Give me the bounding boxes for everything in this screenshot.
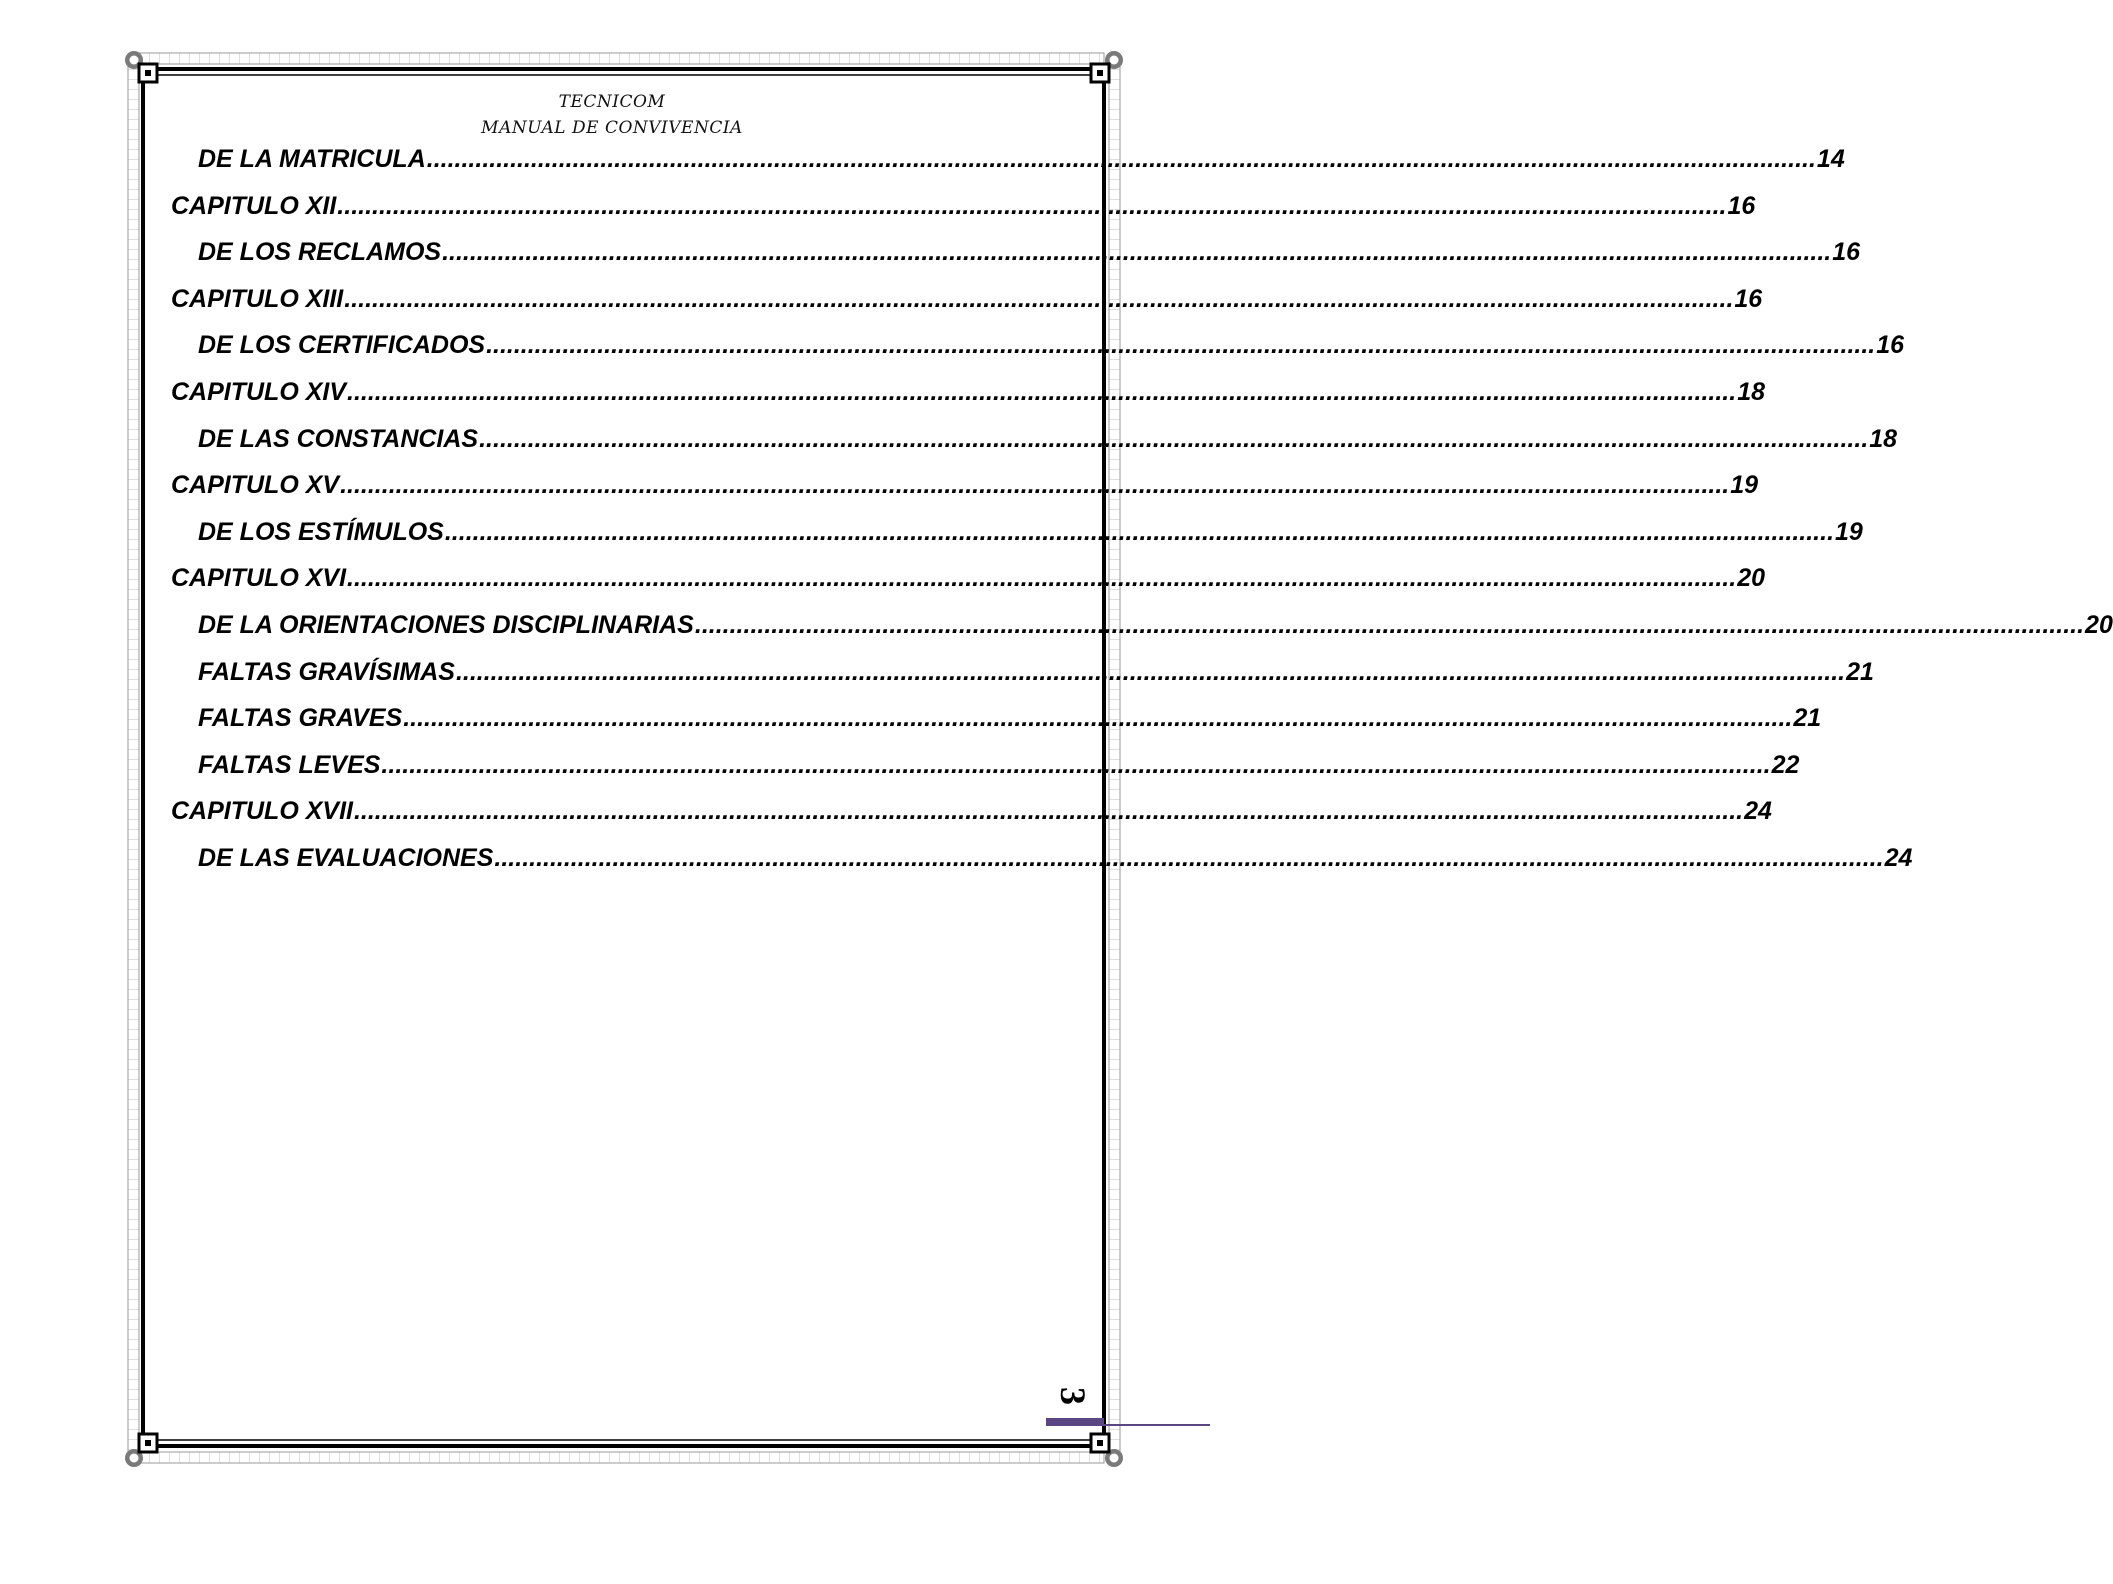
toc-chapter-entry[interactable] [171, 183, 1756, 229]
toc-entry-page: 20 [2085, 611, 2113, 639]
toc-dot-leader: ........................................................................................................................................................................................................ [444, 517, 1835, 546]
toc-entry-title: DE LOS RECLAMOS [198, 238, 442, 267]
toc-entry-title: DE LA MATRICULA [198, 145, 426, 173]
toc-entry-title: FALTAS LEVES [198, 750, 381, 779]
page-number-accent-line [1104, 1424, 1210, 1426]
toc-entry-page: 24 [1744, 797, 1772, 826]
toc-dot-leader: ........................................................................................................................................................................................................ [340, 471, 1730, 500]
toc-entry-title: DE LA ORIENTACIONES DISCIPLINARIAS [198, 611, 694, 639]
toc-dot-leader: ........................................................................................................................................................................................................ [353, 797, 1744, 826]
toc-dot-leader: ........................................................................................................................................................................................................ [337, 191, 1727, 220]
toc-section-entry[interactable] [198, 742, 1800, 788]
toc-entry-title: CAPITULO XVI [171, 564, 347, 593]
toc-section-entry[interactable] [198, 695, 1822, 741]
toc-entry-page: 16 [1727, 191, 1756, 220]
toc-entry-title: DE LAS EVALUACIONES [198, 844, 494, 872]
toc-chapter-entry[interactable] [171, 555, 1765, 601]
toc-section-entry[interactable] [198, 229, 1861, 275]
toc-entry-page: 22 [1771, 750, 1800, 779]
toc-entry-title: CAPITULO XV [171, 471, 340, 500]
toc-entry-page: 24 [1884, 844, 1913, 872]
toc-section-entry[interactable] [198, 416, 1898, 462]
toc-entry-title: DE LOS ESTÍMULOS [198, 517, 444, 546]
toc-entry-page: 20 [1737, 564, 1765, 593]
toc-section-entry[interactable] [198, 835, 1913, 881]
page-number-accent-bar [1046, 1418, 1104, 1426]
toc-entry-page: 18 [1869, 424, 1898, 453]
toc-entry-title: CAPITULO XIV [171, 378, 347, 406]
toc-entry-page: 21 [1793, 704, 1822, 733]
toc-entry-title: DE LOS CERTIFICADOS [198, 331, 486, 360]
toc-entry-title: CAPITULO XIII [171, 284, 344, 313]
header-document-title: MANUAL DE CONVIVENCIA [481, 118, 743, 138]
toc-dot-leader: ........................................................................................................................................................................................................ [403, 704, 1793, 733]
toc-entry-title: CAPITULO XII [171, 191, 337, 220]
toc-dot-leader: ........................................................................................................................................................................................................ [479, 424, 1869, 453]
toc-section-entry[interactable] [198, 322, 1905, 368]
toc-entry-title: DE LAS CONSTANCIAS [198, 424, 479, 453]
toc-entry-title: FALTAS GRAVES [198, 704, 403, 733]
toc-chapter-entry[interactable] [171, 369, 1765, 415]
toc-dot-leader: ........................................................................................................................................................................................................ [442, 238, 1832, 267]
toc-entry-page: 14 [1816, 145, 1845, 173]
toc-chapter-entry[interactable] [171, 276, 1763, 322]
toc-entry-title: CAPITULO XVII [171, 797, 353, 826]
toc-dot-leader: ........................................................................................................................................................................................................ [347, 564, 1737, 593]
toc-dot-leader: ........................................................................................................................................................................................................ [694, 611, 2085, 639]
toc-dot-leader: ........................................................................................................................................................................................................ [426, 145, 1816, 173]
toc-dot-leader: ........................................................................................................................................................................................................ [455, 657, 1846, 686]
toc-section-entry[interactable] [198, 509, 1863, 555]
header-school-name: TECNICOM [558, 92, 666, 112]
toc-entry-title: FALTAS GRAVÍSIMAS [198, 657, 455, 686]
toc-entry-page: 18 [1737, 378, 1765, 406]
toc-section-entry[interactable] [198, 649, 1874, 695]
toc-entry-page: 16 [1876, 331, 1905, 360]
toc-dot-leader: ........................................................................................................................................................................................................ [344, 284, 1734, 313]
toc-entry-page: 16 [1734, 284, 1763, 313]
toc-dot-leader: ........................................................................................................................................................................................................ [486, 331, 1876, 360]
toc-entry-page: 19 [1835, 517, 1863, 546]
toc-dot-leader: ........................................................................................................................................................................................................ [347, 378, 1737, 406]
toc-dot-leader: ........................................................................................................................................................................................................ [494, 844, 1884, 872]
toc-dot-leader: ........................................................................................................................................................................................................ [381, 750, 1771, 779]
toc-chapter-entry[interactable] [171, 788, 1772, 834]
page-number: 3 [1053, 1387, 1093, 1405]
toc-entry-page: 19 [1730, 471, 1759, 500]
toc-section-entry[interactable] [198, 136, 1845, 182]
toc-entry-page: 21 [1846, 657, 1874, 686]
toc-chapter-entry[interactable] [171, 462, 1759, 508]
toc-entry-page: 16 [1832, 238, 1861, 267]
toc-section-entry[interactable] [198, 602, 2113, 648]
